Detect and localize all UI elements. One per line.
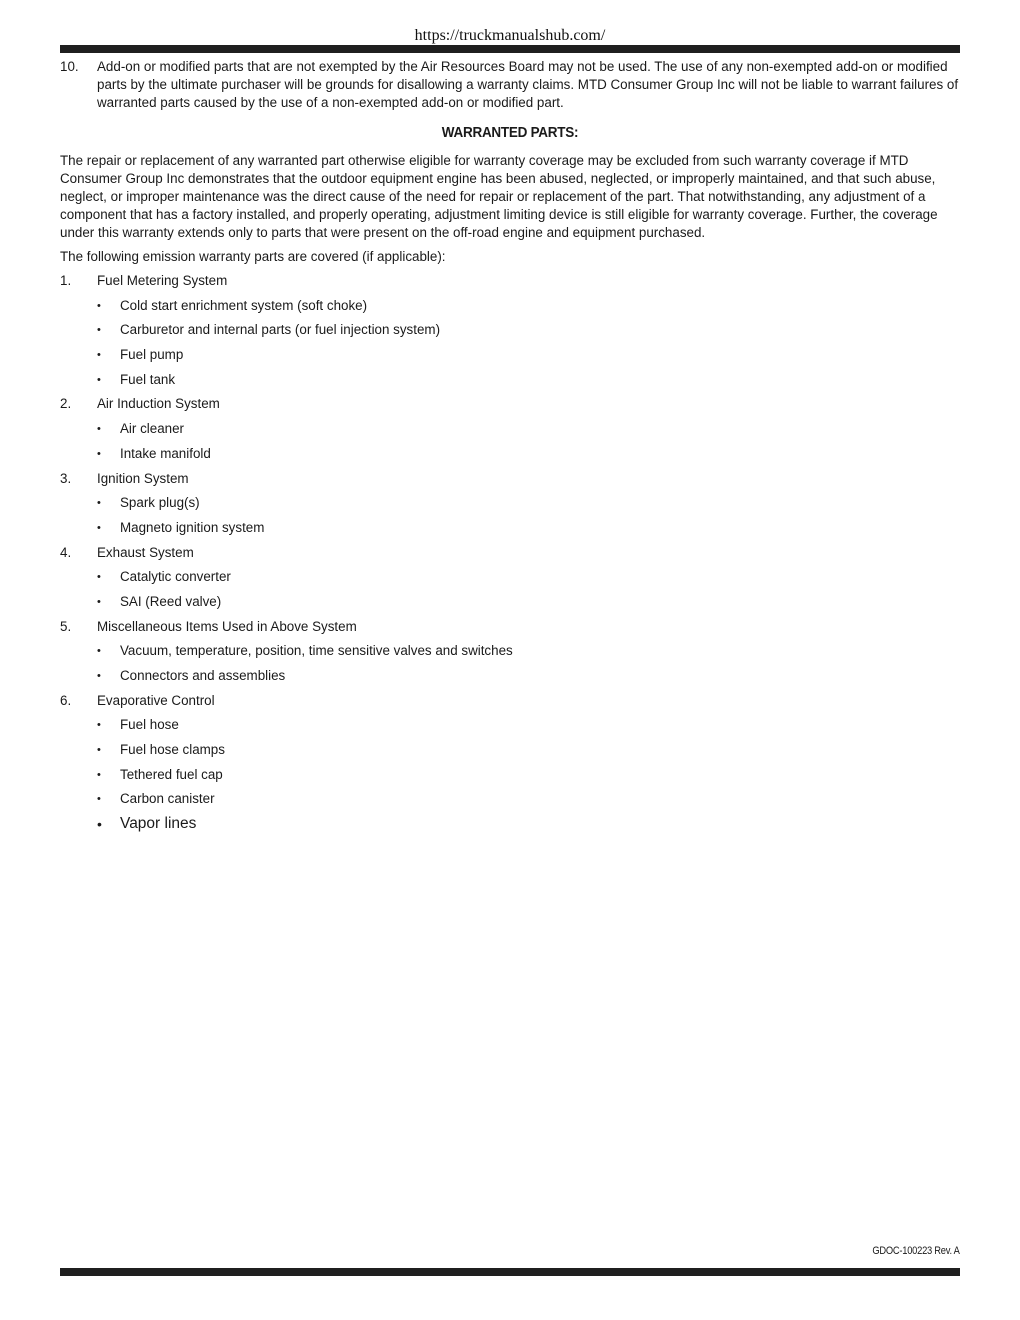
bullet-icon: • xyxy=(97,423,101,436)
bullet-icon: • xyxy=(97,768,101,781)
system-number: 1. xyxy=(60,273,72,288)
part-name: Connectors and assemblies xyxy=(120,668,286,683)
item-text: Add-on or modified parts that are not exempted by the Air Resources Board may not be used. The use of any non-exempted add-on or modified parts by the ultimate purchaser will be grounds for disallowing a warranty claims. MTD Consumer Group Inc will not be liable to warrant failures of warranted parts caused by the use of a non-exempted add-on or modified part. xyxy=(97,59,959,110)
part-item xyxy=(60,667,960,685)
bullet-icon: • xyxy=(97,595,101,608)
bottom-rule xyxy=(60,1268,960,1276)
bullet-icon: • xyxy=(97,299,101,312)
part-name: SAI (Reed valve) xyxy=(120,593,222,609)
document-code: GDOC-100223 Rev. A xyxy=(872,1245,960,1257)
part-item xyxy=(60,445,960,463)
bullet-icon: • xyxy=(97,447,101,460)
bullet-icon: • xyxy=(97,324,101,337)
bullet-icon: • xyxy=(97,497,101,510)
system-item xyxy=(60,544,960,562)
bullet-icon: • xyxy=(97,521,101,534)
part-item xyxy=(60,790,960,808)
bullet-icon: • xyxy=(97,373,101,386)
part-name: Intake manifold xyxy=(120,445,211,461)
system-item xyxy=(60,395,960,413)
warranted-parts-list xyxy=(60,272,960,835)
system-item xyxy=(60,272,960,290)
system-name: Evaporative Control xyxy=(97,692,215,708)
system-name: Fuel Metering System xyxy=(97,273,228,288)
part-name: Cold start enrichment system (soft choke) xyxy=(120,297,368,313)
part-item xyxy=(60,716,960,734)
system-name: Exhaust System xyxy=(97,544,194,560)
bullet-icon: • xyxy=(97,645,101,658)
part-name: Fuel tank xyxy=(120,371,176,387)
part-name: Fuel pump xyxy=(120,347,184,363)
part-name: Fuel hose xyxy=(120,717,179,733)
part-item xyxy=(60,494,960,512)
bullet-icon: • xyxy=(97,719,101,732)
part-name: Magneto ignition system xyxy=(120,519,265,535)
part-item xyxy=(60,741,960,759)
bullet-icon: • xyxy=(97,816,102,833)
part-item xyxy=(60,519,960,537)
bullet-icon: • xyxy=(97,571,101,584)
system-name: Miscellaneous Items Used in Above System xyxy=(97,618,357,634)
part-name: Fuel hose clamps xyxy=(120,742,225,758)
system-number: 6. xyxy=(60,692,72,708)
system-number: 2. xyxy=(60,396,72,412)
system-item xyxy=(60,692,960,710)
item-number: 10. xyxy=(60,59,79,74)
part-item xyxy=(60,593,960,611)
part-item xyxy=(60,815,960,835)
top-rule xyxy=(60,45,960,53)
system-item xyxy=(60,618,960,636)
system-name: Air Induction System xyxy=(97,396,220,412)
page-content xyxy=(60,58,960,842)
part-name: Vacuum, temperature, position, time sensitive valves and switches xyxy=(120,643,513,659)
part-item xyxy=(60,642,960,660)
part-item xyxy=(60,420,960,438)
part-name: Spark plug(s) xyxy=(120,495,200,511)
site-url: https://truckmanualshub.com/ xyxy=(414,27,606,44)
covered-parts-intro: The following emission warranty parts are covered (if applicable): xyxy=(60,249,446,264)
bullet-icon: • xyxy=(97,793,101,806)
part-item xyxy=(60,321,960,339)
part-item xyxy=(60,371,960,389)
system-number: 3. xyxy=(60,470,72,486)
part-name: Vapor lines xyxy=(120,815,197,833)
part-item xyxy=(60,568,960,586)
part-item xyxy=(60,297,960,315)
system-item xyxy=(60,470,960,488)
bullet-icon: • xyxy=(97,670,101,682)
part-name: Tethered fuel cap xyxy=(120,766,223,782)
system-number: 4. xyxy=(60,544,72,560)
part-name: Carburetor and internal parts (or fuel injection system) xyxy=(120,322,441,338)
system-name: Ignition System xyxy=(97,470,189,486)
part-item xyxy=(60,766,960,784)
list-item-10 xyxy=(60,58,960,112)
bullet-icon: • xyxy=(97,744,101,757)
section-heading: WARRANTED PARTS: xyxy=(441,124,579,141)
part-name: Carbon canister xyxy=(120,791,215,807)
part-name: Catalytic converter xyxy=(120,569,231,585)
part-name: Air cleaner xyxy=(120,421,185,437)
bullet-icon: • xyxy=(97,349,101,362)
warranty-paragraph: The repair or replacement of any warranted part otherwise eligible for warranty coverage may be excluded from such warranty coverage if MTD Consumer Group Inc demonstrates that the outdoor equipment engine has been abused, neglected, or improperly maintained, and that such abuse, neglect, or improper maintenance was the direct cause of the need for repair or replacement of the part. That notwithstanding, any adjustment of a component that has a factory installed, and properly operating, adjustment limiting device is still eligible for warranty coverage. Further, the coverage under this warranty extends only to parts that were present on the off-road engine and equipment purchased. xyxy=(60,153,938,240)
system-number: 5. xyxy=(60,618,72,634)
part-item xyxy=(60,346,960,364)
